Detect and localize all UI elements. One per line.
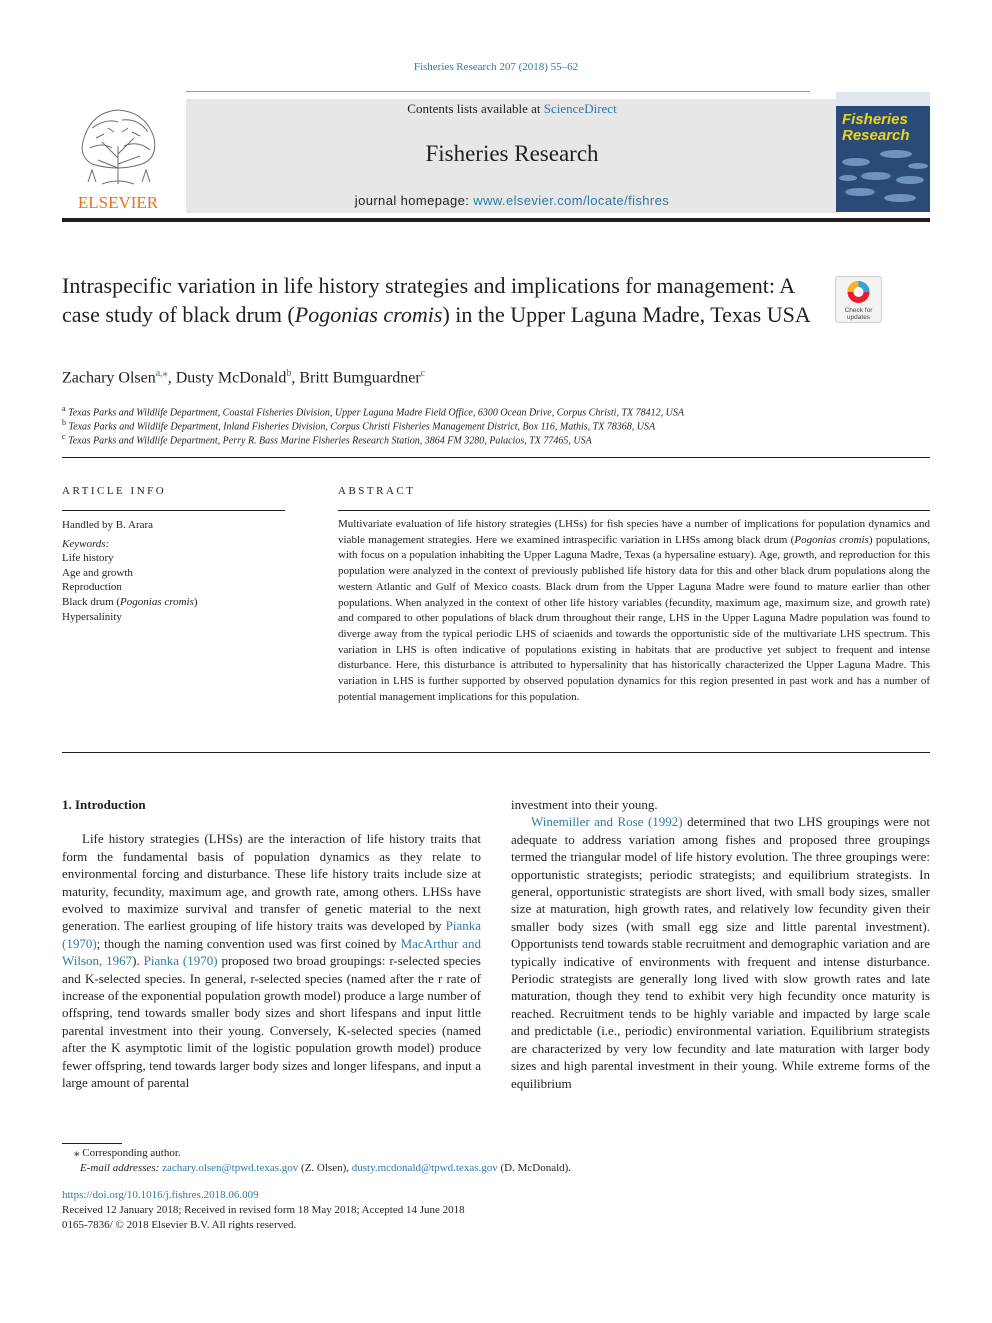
body-text: determined that two LHS groupings were not adequate to address variation among fishes and proposed three groupings termed the triangular model of life history evolution. The three groupings were: opportunistic strategists; periodic strategists; and equilibrium strategists. In general, opportunistic strategists are short lived, with small body sizes, smaller size at maturation, high growth rates, and relatively low fecundity given their smaller body sizes (with small egg size and little parental investment). Opportunists tend towards stable recruitment and demographic variation and are typically indicative of environments with frequent and intense disturbance. Periodic strategists are generally long lived with slow growth rates and late maturation, though they tend to exhibit very high fecundity once maturity is reached. Recruitment tends to be highly variable and impacted by large scale and predictable (i.e., periodic) environmental variation. Equilibrium strategists are characterized by very low fecundity and late maturation with larger body sizes and high parental investment in their young. While extreme forms of the equilibrium <box>511 814 930 1091</box>
keyword-species: Pogonias cromis <box>120 595 194 608</box>
journal-reference[interactable]: Fisheries Research 207 (2018) 55–62 <box>413 61 579 73</box>
footnote-rule <box>62 1143 122 1144</box>
email-addresses <box>80 1161 571 1176</box>
title-part-2: ) in the Upper Laguna Madre, Texas USA <box>442 302 811 327</box>
abstract-rule <box>338 510 930 511</box>
keyword-close: ) <box>193 595 198 608</box>
journal-homepage <box>186 193 838 208</box>
keyword: Life history <box>62 552 114 565</box>
affiliation-sup: a <box>62 404 66 413</box>
abstract-text <box>338 517 930 705</box>
email-label: E-mail addresses: <box>80 1162 163 1174</box>
author-name[interactable]: Britt Bumguardner <box>299 369 421 387</box>
crossmark-line1: Check for <box>844 307 873 314</box>
affiliation <box>62 430 592 447</box>
author-sup[interactable]: b <box>286 368 292 379</box>
body-text: ; though the naming convention used was first coined by <box>96 935 401 951</box>
keywords-label: Keywords: <box>62 537 110 550</box>
body-paragraph: investment into their young. <box>511 797 658 812</box>
email-owner: (Z. Olsen), <box>298 1162 352 1174</box>
crossmark-line2: updates <box>846 314 871 321</box>
citation-link[interactable]: MacArthur and Wilson, 1967 <box>62 935 481 969</box>
section-rule <box>62 457 930 458</box>
keyword <box>62 595 292 610</box>
title-part-1: Intraspecific variation in life history strategies and implications for management: A case study of black drum ( <box>62 273 794 327</box>
doi-link[interactable]: https://doi.org/10.1016/j.fishres.2018.06.009 <box>62 1189 259 1201</box>
keyword: Hypersalinity <box>62 610 122 623</box>
author-sup[interactable]: c <box>420 368 426 379</box>
citation-link[interactable]: Pianka (1970) <box>62 918 481 951</box>
citation-link[interactable]: Pianka (1970) <box>143 953 218 969</box>
homepage-prefix: journal homepage: <box>354 193 474 208</box>
elsevier-wordmark: ELSEVIER <box>77 193 159 212</box>
handled-by: Handled by B. Arara <box>62 519 154 531</box>
abstract-heading: ABSTRACT <box>338 485 416 497</box>
body-text: proposed two broad groupings: r-selected species and K-selected species. In general, r-selected species (named after the r rate of increase of the exponential population growth model) produce a large number of offspring, tend towards smaller body sizes and short lifespans and input little parental investment into their young. Conversely, K-selected species (named after the K asymptotic limit of the logistic population growth model) produce fewer offspring, tend towards larger body sizes and longer lifespans, and input a large amount of parental <box>62 953 481 1091</box>
affiliation-sup: b <box>62 418 66 427</box>
email-link[interactable]: dusty.mcdonald@tpwd.texas.gov <box>351 1162 498 1174</box>
body-right-column <box>511 796 930 1092</box>
sciencedirect-link[interactable]: ScienceDirect <box>543 101 617 116</box>
body-paragraph <box>511 813 930 1092</box>
keyword-text: Black drum ( <box>62 595 121 608</box>
article-info-rule <box>62 510 285 511</box>
corresponding-author-note: ⁎ Corresponding author. <box>74 1147 181 1159</box>
check-for-updates-icon[interactable] <box>835 276 882 323</box>
email-owner: (D. McDonald). <box>497 1162 572 1174</box>
affiliation-text: Texas Parks and Wildlife Department, Coastal Fisheries Division, Upper Laguna Madre Field Office, 6300 Ocean Drive, Corpus Christi, TX 78412, USA <box>68 407 684 419</box>
cover-title-line1: Fisheries <box>842 111 908 128</box>
author-list: Zachary Olsen$^{a,⁎}$, Dusty McDonald$^b$, Britt Bumguardner$^c$ <box>62 368 426 387</box>
body-paragraph <box>62 830 481 1091</box>
body-text: Life history strategies (LHSs) are the interaction of life history traits that form the fundamental basis of population dynamics as they relate to environmental forcing and disturbance. These life history traits include size at maturity, fecundity, maximum age, and growth rate, among others. LHSs have evolved to maximize survival and transfer of genetic material to the next generation. The earliest grouping of life history traits was developed by <box>62 831 481 934</box>
author-name[interactable]: Zachary Olsen <box>62 369 156 387</box>
journal-cover-image <box>836 92 930 212</box>
cover-title-line2: Research <box>842 127 910 144</box>
abstract-part-2: ) populations, with focus on a population inhabiting the Upper Laguna Madre, Texas (a hypersaline estuary). Age, growth, and reproduction for this population were analyzed in the context of previously published life history data for this and other black drum populations along the western Atlantic and Gulf of Mexico coasts. Black drum from the Upper Laguna Madre were found to mature earlier than other populations. When analyzed in the context of other life history variables (fecundity, maximum age, maximum size, and growth rate) and compared to other populations of black drum throughout their range, LHS in the Upper Laguna Madre population was found to diverge away from the typical periodic LHS of sciaenids and towards the opportunistic side of the multivariate LHS spectrum. This variation in LHS is often indicative of populations existing in habitats that are productive yet subject to frequent and intense disturbance. Here, this disturbance is attributed to hypersalinity that has historically characterized the Upper Laguna Madre. This variation in LHS is further supported by observed population dynamics for this region presented in past work and has a number of potential management implications for this population. <box>338 533 930 703</box>
contents-prefix: Contents lists available at <box>407 101 544 116</box>
article-title <box>62 271 812 329</box>
abstract-end-rule <box>62 752 930 753</box>
body-left-column <box>62 796 481 1092</box>
keyword: Reproduction <box>62 581 122 594</box>
elsevier-logo <box>62 98 174 213</box>
author-sup[interactable]: a,⁎ <box>155 368 168 379</box>
article-info-heading: ARTICLE INFO <box>62 485 167 497</box>
copyright: 0165-7836/ © 2018 Elsevier B.V. All rights reserved. <box>62 1219 297 1231</box>
body-text: ). <box>132 953 144 969</box>
header-thin-rule <box>186 91 810 92</box>
title-species: Pogonias cromis <box>294 302 443 327</box>
header-rule <box>62 218 930 222</box>
homepage-link[interactable]: www.elsevier.com/locate/fishres <box>473 193 670 208</box>
contents-line <box>186 101 838 117</box>
keyword: Age and growth <box>62 566 133 579</box>
author-name[interactable]: Dusty McDonald <box>175 369 287 387</box>
citation-link[interactable]: Winemiller and Rose (1992) <box>531 814 683 830</box>
email-link[interactable]: zachary.olsen@tpwd.texas.gov <box>162 1162 299 1174</box>
received-dates: Received 12 January 2018; Received in revised form 18 May 2018; Accepted 14 June 2018 <box>62 1204 465 1216</box>
journal-title: Fisheries Research <box>425 141 599 166</box>
affiliation-text: Texas Parks and Wildlife Department, Perry R. Bass Marine Fisheries Research Station, 3864 FM 3280, Palacios, TX 77465, USA <box>68 435 592 447</box>
section-heading: 1. Introduction <box>62 797 146 812</box>
abstract-part-1: Multivariate evaluation of life history strategies (LHSs) for fish species have a number of implications for population dynamics and viable management strategies. Here we examined intraspecific variation in LHSs among black drum ( <box>338 518 930 546</box>
affiliation-sup: c <box>62 432 66 441</box>
article-info <box>62 518 292 624</box>
affiliation-text: Texas Parks and Wildlife Department, Inland Fisheries Division, Corpus Christi Fisheries Management District, Box 116, Mathis, TX 78368, USA <box>68 421 656 433</box>
abstract-species: Pogonias cromis <box>794 533 869 546</box>
